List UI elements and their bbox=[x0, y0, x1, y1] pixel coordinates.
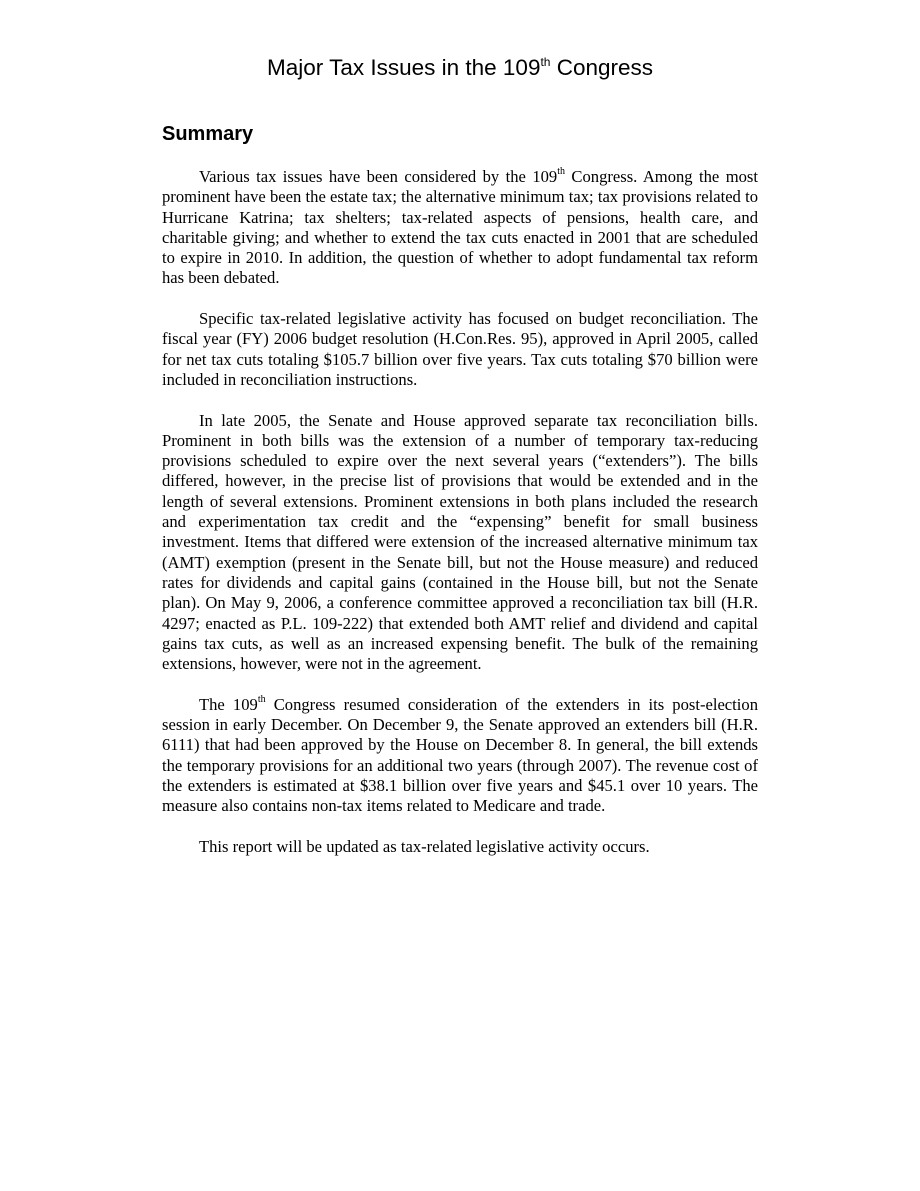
paragraph-4-ordinal-suffix: th bbox=[257, 694, 266, 706]
paragraph-3: In late 2005, the Senate and House approved separate tax reconciliation bills. Prominent in both bills was the extension of a number of temporary tax-reducing provisions scheduled to expire over the next several years (“extenders”). The bills differed, however, in the precise list of provisions that would be extended and in the length of several extensions. Prominent extensions in both plans included the research and experimentation tax credit and the “expensing” benefit for small business investment. Items that differed were extension of the increased alternative minimum tax (AMT) exemption (present in the Senate bill, but not the House measure) and reduced rates for dividends and capital gains (contained in the House bill, but not the Senate plan). On May 9, 2006, a conference committee approved a reconciliation tax bill (H.R. 4297; enacted as P.L. 109-222) that extended both AMT relief and dividend and capital gains tax cuts, as well as an increased expensing benefit. The bulk of the remaining extensions, however, were not in the agreement. bbox=[162, 410, 758, 674]
paragraph-1 bbox=[162, 167, 758, 289]
section-heading-summary: Summary bbox=[162, 123, 254, 145]
paragraph-1-ordinal-suffix: th bbox=[557, 166, 565, 178]
document-title bbox=[0, 54, 920, 82]
paragraph-1-text-end: Congress. Among the most prominent have been the estate tax; the alternative minimum tax; tax provisions related to Hurricane Katrina; tax shelters; tax-related aspects of pensions, health care, and charitable giving; and whether to extend the tax cuts enacted in 2001 that are scheduled to expire in 2010. In addition, the question of whether to adopt fundamental tax reform has been debated. bbox=[162, 167, 758, 288]
paragraph-5: This report will be updated as tax-related legislative activity occurs. bbox=[199, 836, 650, 856]
paragraph-4-text-end: Congress resumed consideration of the extenders in its post-election session in early December. On December 9, the Senate approved an extenders bill (H.R. 6111) that had been approved by the House on December 8. In general, the bill extends the temporary provisions for an additional two years (through 2007). The revenue cost of the extenders is estimated at $38.1 billion over five years and $45.1 over 10 years. The measure also contains non-tax items related to Medicare and trade. bbox=[162, 694, 758, 816]
title-text: Major Tax Issues in the 109 bbox=[266, 55, 541, 80]
paragraph-1-text: Various tax issues have been considered by the 109 bbox=[199, 167, 558, 186]
summary-body bbox=[162, 167, 758, 877]
paragraph-2: Specific tax-related legislative activity has focused on budget reconciliation. The fiscal year (FY) 2006 budget resolution (H.Con.Res. 95), approved in April 2005, called for net tax cuts totaling $105.7 billion over five years. Tax cuts totaling $70 billion were included in reconciliation instructions. bbox=[162, 309, 758, 389]
title-text-end: Congress bbox=[550, 55, 654, 80]
paragraph-4 bbox=[162, 695, 758, 817]
title-ordinal-suffix: th bbox=[540, 54, 551, 69]
paragraph-4-text: The 109 bbox=[199, 694, 258, 714]
